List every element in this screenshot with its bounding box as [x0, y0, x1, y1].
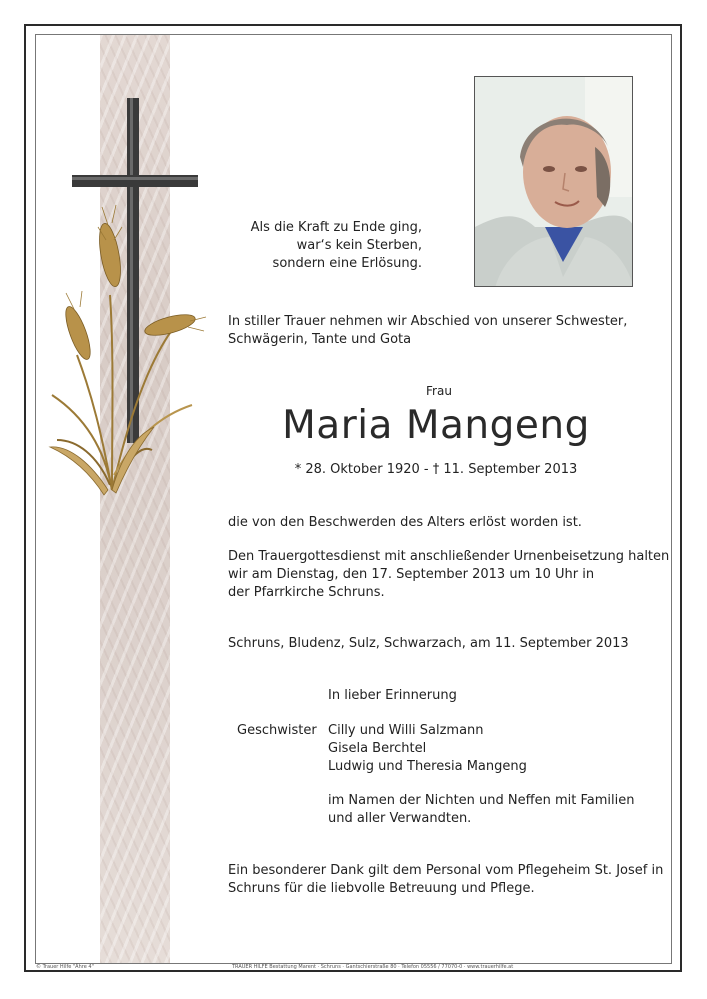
verse-line: Als die Kraft zu Ende ging, — [250, 220, 422, 235]
thanks-line: Schruns für die liebvolle Betreuung und Pflege. — [228, 881, 535, 896]
deceased-name: Maria Mangeng — [282, 403, 590, 448]
sibling-entry: Cilly und Willi Salzmann — [328, 723, 484, 738]
sibling-entry: Ludwig und Theresia Mangeng — [328, 759, 527, 774]
thanks-line: Ein besonderer Dank gilt dem Personal vom Pflegeheim St. Josef in — [228, 863, 664, 878]
relatives-line: im Namen der Nichten und Neffen mit Familien — [328, 793, 635, 808]
footer-copyright: © Trauer Hilfe "Ähre 4" — [36, 964, 94, 970]
siblings-label: Geschwister — [237, 723, 317, 738]
place-date: Schruns, Bludenz, Sulz, Schwarzach, am 11. September 2013 — [228, 636, 629, 651]
service-line: wir am Dienstag, den 17. September 2013 um 10 Uhr in — [228, 567, 595, 582]
verse — [251, 219, 422, 273]
cross-with-wheat-icon — [42, 95, 212, 505]
service-line: Den Trauergottesdienst mit anschließender Urnenbeisetzung halten — [228, 549, 670, 564]
service-info — [228, 548, 669, 602]
life-dates: * 28. Oktober 1920 - † 11. September 2013 — [294, 462, 578, 477]
verse-line: war‘s kein Sterben, — [296, 238, 422, 253]
portrait-photo — [474, 76, 633, 287]
relatives-text — [328, 792, 634, 828]
thanks-text — [228, 862, 663, 898]
cross-icon — [72, 98, 198, 443]
intro-line: In stiller Trauer nehmen wir Abschied von unserer Schwester, — [228, 314, 628, 329]
siblings-list — [328, 722, 527, 776]
in-memory-heading: In lieber Erinnerung — [328, 688, 457, 703]
release-text: die von den Beschwerden des Alters erlöst worden ist. — [228, 515, 582, 530]
service-line: der Pfarrkirche Schruns. — [228, 585, 385, 600]
intro-text — [228, 313, 627, 349]
footer-imprint: TRAUER HILFE Bestattung Marent · Schruns · Gantschierstraße 80 · Telefon 05556 / 77070-0 · www.trauerhilfe.at — [232, 964, 514, 970]
relatives-line: und aller Verwandten. — [328, 811, 472, 826]
verse-line: sondern eine Erlösung. — [272, 256, 422, 271]
sibling-entry: Gisela Berchtel — [328, 741, 427, 756]
intro-line: Schwägerin, Tante und Gota — [228, 332, 412, 347]
salutation: Frau — [426, 384, 452, 398]
